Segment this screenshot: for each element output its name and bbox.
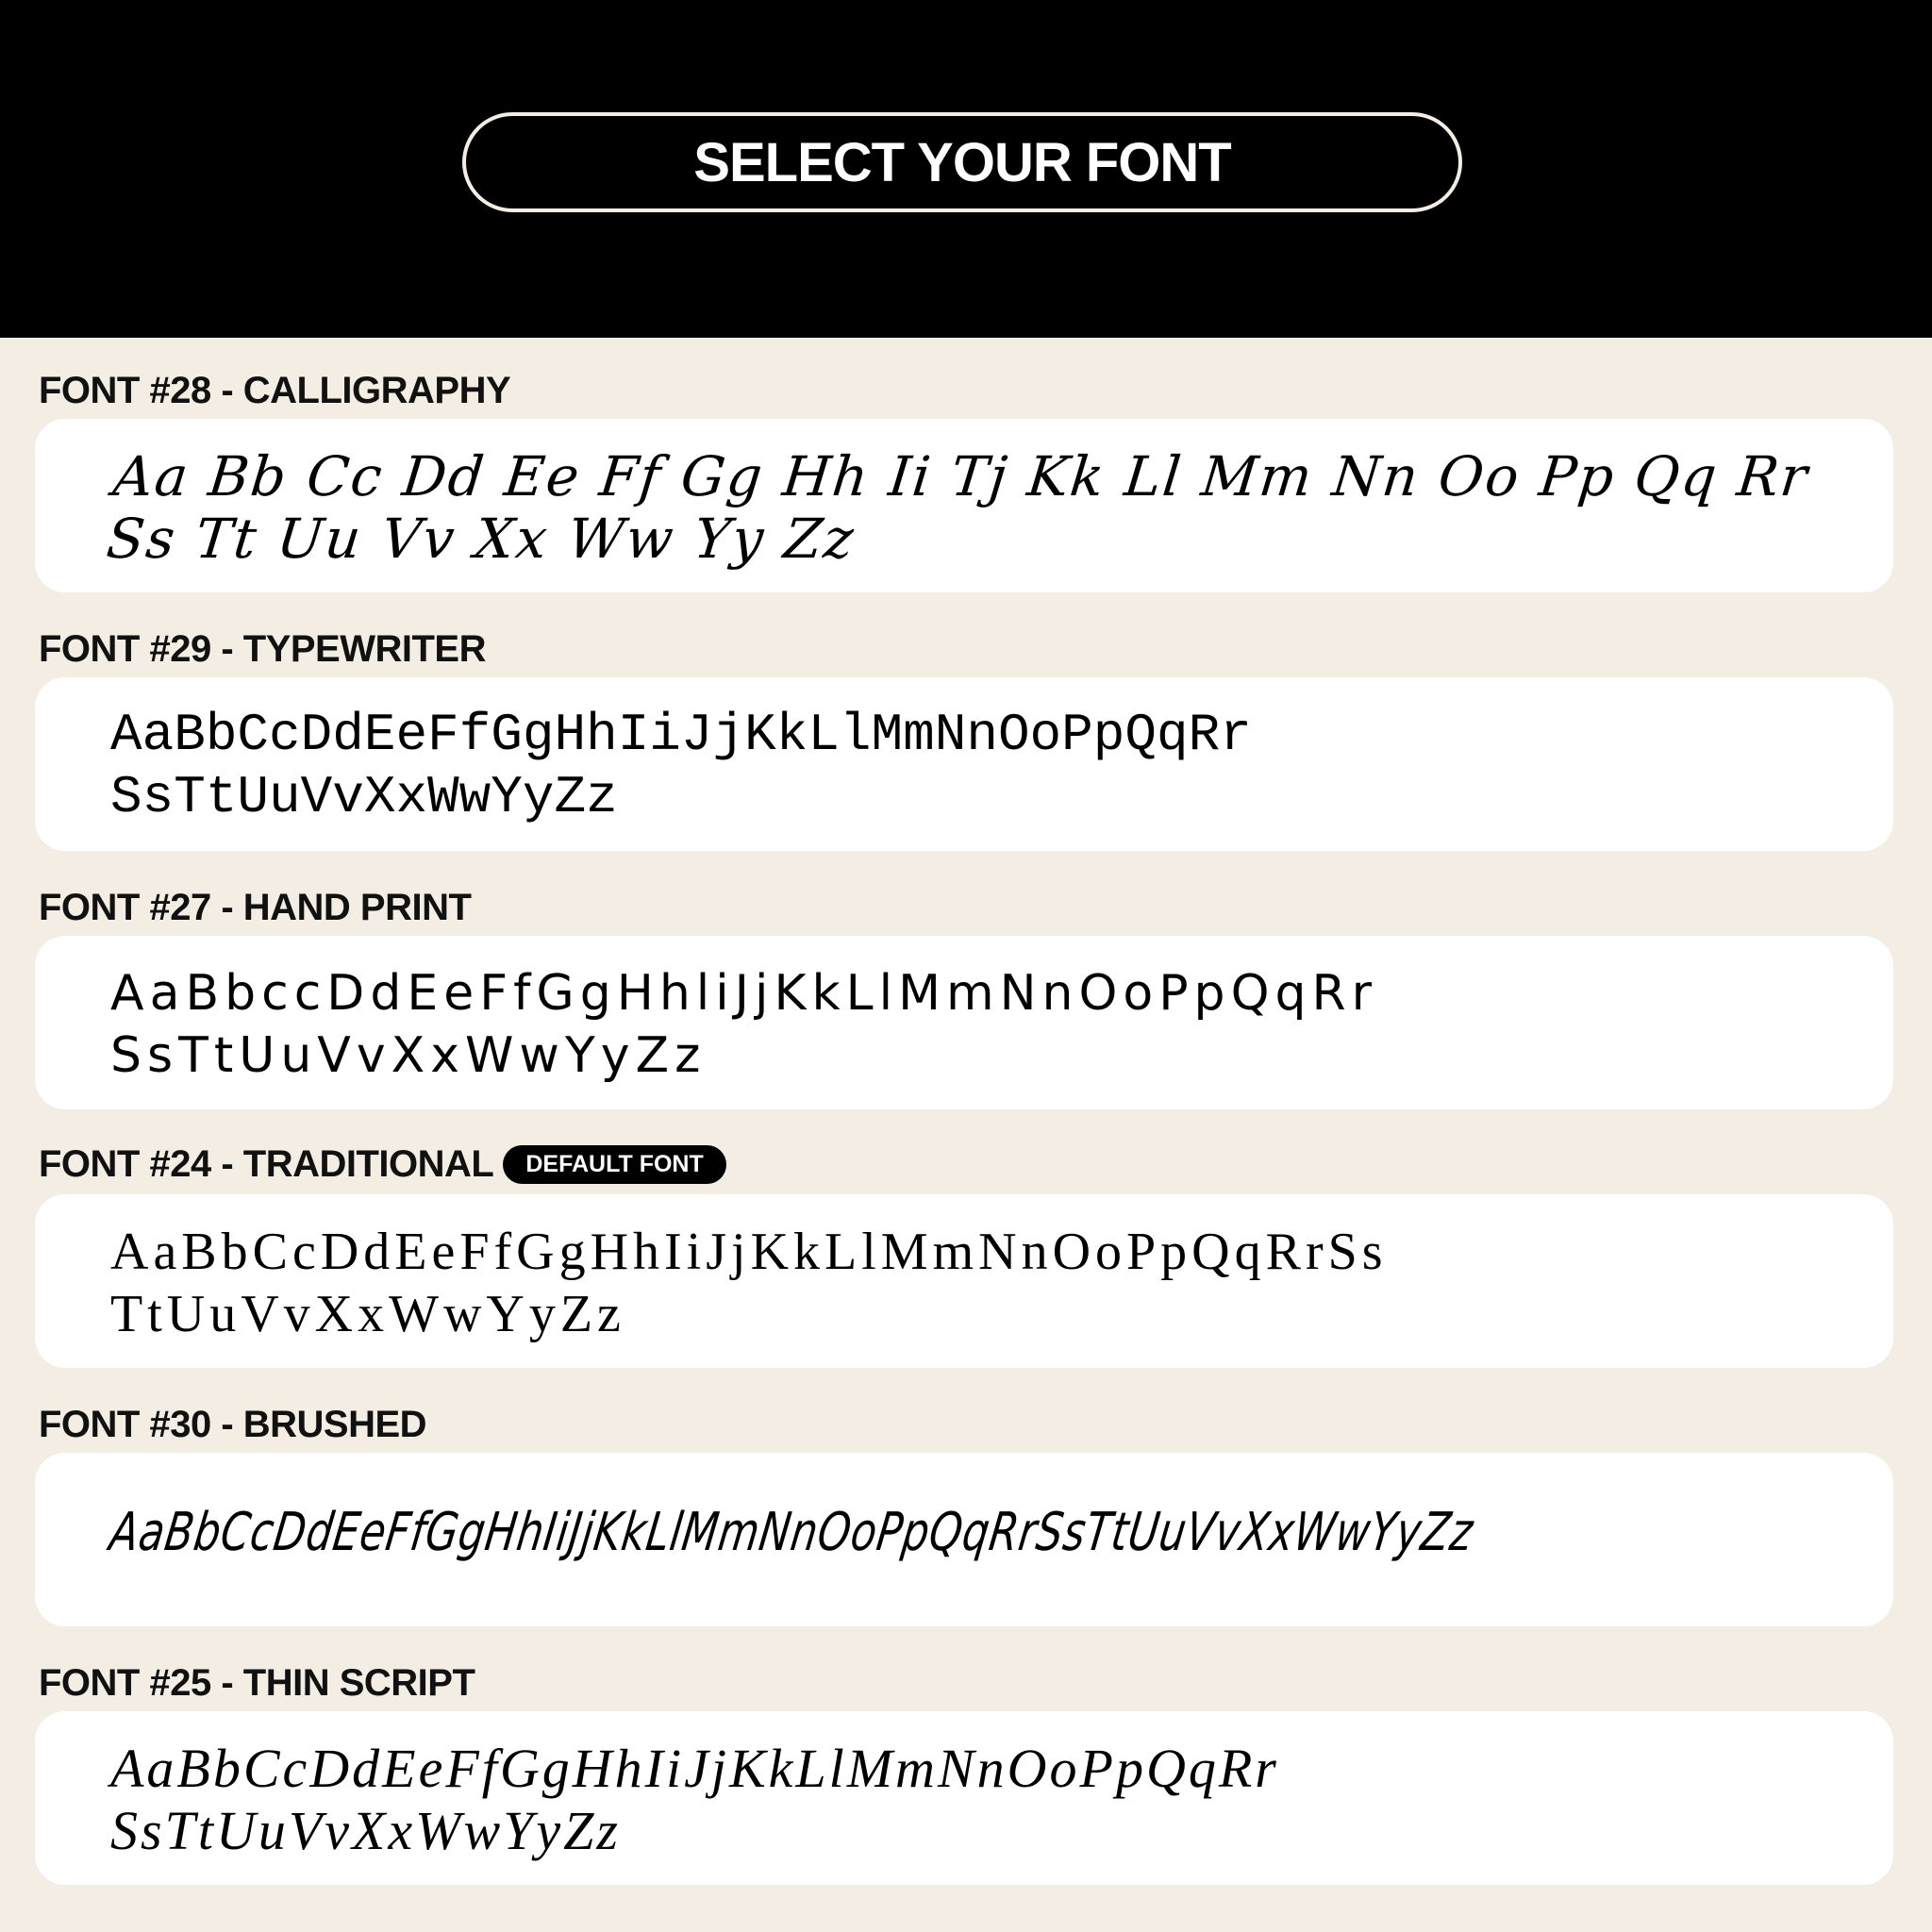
font-label-calligraphy: FONT #28 - CALLIGRAPHY — [39, 370, 511, 411]
font-label-hand-print: FONT #27 - HAND PRINT — [39, 887, 472, 928]
sample-line: TtUuVvXxWwYyZz — [110, 1285, 625, 1343]
sample-line: Ss Tt Uu Vv Xx Ww Yy Zz — [103, 507, 858, 571]
font-sample-calligraphy — [104, 445, 1862, 570]
header-banner — [0, 0, 1932, 338]
font-option-calligraphy[interactable] — [35, 419, 1893, 592]
font-option-hand-print[interactable] — [35, 936, 1893, 1109]
font-sample-traditional — [110, 1221, 1856, 1345]
sample-line: SsTtUuVvXxWwYyZz — [110, 1027, 707, 1084]
sample-line: AaBbCcDdEeFfGgHhIiJjKkLlMmNnOoPpQqRrSsTtUuVvXxWwYyZz — [106, 1502, 1477, 1563]
font-option-thin-script[interactable] — [35, 1711, 1893, 1885]
sample-line: SsTtUuVvXxWwYyZz — [110, 767, 618, 827]
font-sample-thin-script — [110, 1738, 1856, 1862]
page-title: SELECT YOUR FONT — [462, 112, 1462, 212]
font-label-traditional — [39, 1143, 726, 1186]
sample-line: SsTtUuVvXxWwYyZz — [110, 1800, 621, 1861]
font-label-thin-script: FONT #25 - THIN SCRIPT — [39, 1662, 475, 1704]
sample-line: AaBbCcDdEeFfGgHhIiJjKkLlMmNnOoPpQqRrSs — [110, 1223, 1388, 1281]
default-font-badge: DEFAULT FONT — [503, 1145, 725, 1184]
sample-line: Aa Bb Cc Dd Ee Ff Gg Hh Ii Tj Kk Ll Mm Nn Oo Pp Qq Rr — [109, 444, 1812, 508]
font-option-brushed[interactable] — [35, 1453, 1893, 1626]
font-sample-hand-print — [110, 962, 1856, 1087]
font-label-text: FONT #24 - TRADITIONAL — [39, 1143, 494, 1185]
font-sample-brushed — [106, 1502, 1475, 1564]
font-label-typewriter: FONT #29 - TYPEWRITER — [39, 628, 486, 670]
font-option-traditional[interactable] — [35, 1194, 1893, 1368]
font-sample-typewriter — [110, 704, 1856, 828]
font-label-brushed: FONT #30 - BRUSHED — [39, 1404, 427, 1445]
sample-line: AaBbCcDdEeFfGgHhIiJjKkLlMmNnOoPpQqRr — [110, 1738, 1279, 1799]
sample-line: AaBbccDdEeFfGgHhliJjKkLlMmNnOoPpQqRr — [110, 965, 1378, 1022]
font-option-typewriter[interactable] — [35, 677, 1893, 851]
sample-line: AaBbCcDdEeFfGgHhIiJjKkLlMmNnOoPpQqRr — [110, 705, 1252, 765]
